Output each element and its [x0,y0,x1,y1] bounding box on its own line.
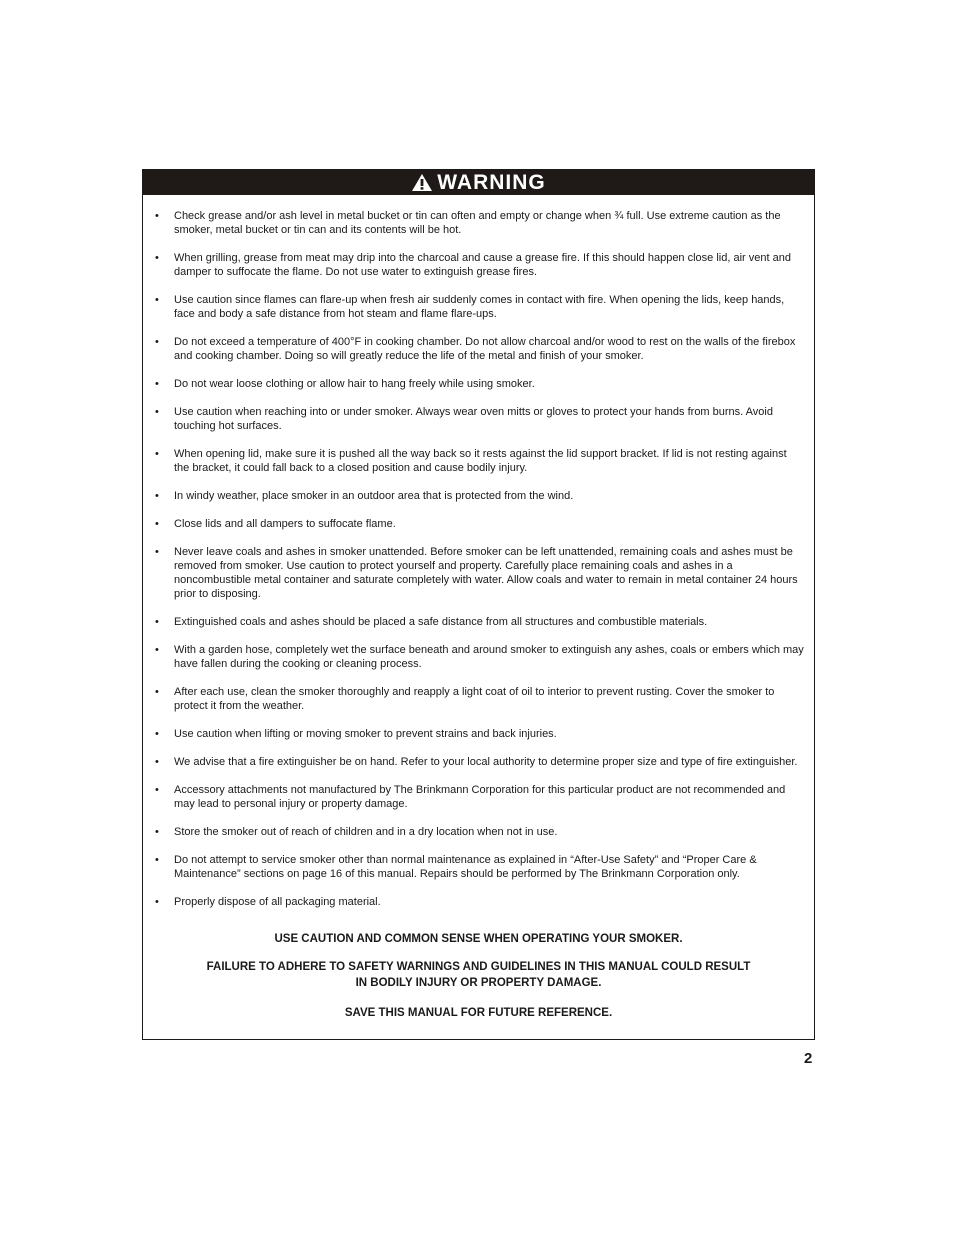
bullet-marker: • [155,518,159,530]
bullet-marker: • [155,210,159,222]
warning-item-text: We advise that a fire extinguisher be on hand. Refer to your local authority to determine proper size and type of fire extinguisher. [174,756,798,768]
warning-item-text: Do not wear loose clothing or allow hair to hang freely while using smoker. [174,378,535,390]
warning-item-text: When opening lid, make sure it is pushed all the way back so it rests against the lid support bracket. If lid is not resting against the bracket, it could fall back to a closed position and cause bodily injury. [174,448,787,474]
bullet-marker: • [155,756,159,768]
page-number: 2 [804,1050,813,1067]
bullet-marker: • [155,336,159,348]
warning-item [143,405,814,433]
warning-item-text: Do not attempt to service smoker other than normal maintenance as explained in “After-Use Safety” and “Proper Care & Maintenance” sections on page 16 of this manual. Repairs should be performed by The Brinkmann Corporation only. [174,854,757,880]
warning-item-text: Check grease and/or ash level in metal bucket or tin can often and empty or change when ¾ full. Use extreme caution as the smoker, metal bucket or tin can and its contents will be hot. [174,210,781,236]
warning-item [143,755,814,769]
bullet-marker: • [155,826,159,838]
warning-item [143,825,814,839]
warning-header [143,170,814,195]
warning-item [143,615,814,629]
footer-failure-line2: IN BODILY INJURY OR PROPERTY DAMAGE. [355,977,602,989]
warning-item-text: Extinguished coals and ashes should be placed a safe distance from all structures and combustible materials. [174,616,708,628]
warning-item [143,293,814,321]
bullet-marker: • [155,406,159,418]
warning-item-text: After each use, clean the smoker thoroughly and reapply a light coat of oil to interior to prevent rusting. Cover the smoker to protect it from the weather. [174,686,775,712]
warning-item-text: Properly dispose of all packaging material. [174,896,381,908]
footer-failure-line1: FAILURE TO ADHERE TO SAFETY WARNINGS AND GUIDELINES IN THIS MANUAL COULD RESULT [206,961,751,973]
bullet-marker: • [155,616,159,628]
warning-item [143,727,814,741]
bullet-marker: • [155,546,159,558]
warning-item-text: Use caution when lifting or moving smoker to prevent strains and back injuries. [174,728,557,740]
warning-item [143,895,814,909]
warning-item-text: Use caution when reaching into or under smoker. Always wear oven mitts or gloves to protect your hands from burns. Avoid touching hot surfaces. [174,406,773,432]
warning-item [143,853,814,881]
footer-save: SAVE THIS MANUAL FOR FUTURE REFERENCE. [344,1007,613,1019]
warning-item [143,783,814,811]
bullet-marker: • [155,252,159,264]
bullet-marker: • [155,896,159,908]
warning-item-text: Do not exceed a temperature of 400°F in cooking chamber. Do not allow charcoal and/or wood to rest on the walls of the firebox and cooking chamber. Doing so will greatly reduce the life of the metal and finish of your smoker. [174,336,796,362]
warning-item [143,209,814,237]
warning-item-text: Accessory attachments not manufactured by The Brinkmann Corporation for this particular product are not recommended and may lead to personal injury or property damage. [174,784,786,810]
warning-item [143,377,814,391]
bullet-marker: • [155,448,159,460]
bullet-marker: • [155,784,159,796]
warning-box [142,169,815,1040]
warning-item-text: With a garden hose, completely wet the surface beneath and around smoker to extinguish any ashes, coals or embers which may have fallen during the cooking or cleaning process. [174,644,804,670]
warning-triangle-icon [411,173,433,192]
warning-list [143,209,814,923]
bullet-marker: • [155,854,159,866]
warning-item [143,643,814,671]
warning-item-text: In windy weather, place smoker in an outdoor area that is protected from the wind. [174,490,574,502]
warning-item [143,447,814,475]
bullet-marker: • [155,686,159,698]
warning-item [143,335,814,363]
footer-failure [143,959,814,991]
warning-item-text: When grilling, grease from meat may drip into the charcoal and cause a grease fire. If this should happen close lid, air vent and damper to suffocate the flame. Do not use water to extinguish grease fires. [174,252,791,278]
warning-item-text: Store the smoker out of reach of children and in a dry location when not in use. [174,826,558,838]
warning-item-text: Use caution since flames can flare-up when fresh air suddenly comes in contact with fire. When opening the lids, keep hands, face and body a safe distance from hot steam and flame flare-ups. [174,294,785,320]
bullet-marker: • [155,490,159,502]
warning-item [143,489,814,503]
warning-item [143,545,814,601]
footer-caution: USE CAUTION AND COMMON SENSE WHEN OPERATING YOUR SMOKER. [274,933,683,945]
warning-item-text: Close lids and all dampers to suffocate flame. [174,518,396,530]
warning-item [143,251,814,279]
warning-item [143,685,814,713]
warning-item-text: Never leave coals and ashes in smoker unattended. Before smoker can be left unattended, remaining coals and ashes must be removed from smoker. Use caution to protect yourself and property. Carefully place remaining coals and ashes in a noncombustible metal container and saturate completely with water. Allow coals and water to remain in metal container 24 hours prior to disposing. [174,546,798,600]
warning-title: WARNING [437,170,546,194]
bullet-marker: • [155,294,159,306]
warning-item [143,517,814,531]
bullet-marker: • [155,644,159,656]
bullet-marker: • [155,378,159,390]
bullet-marker: • [155,728,159,740]
